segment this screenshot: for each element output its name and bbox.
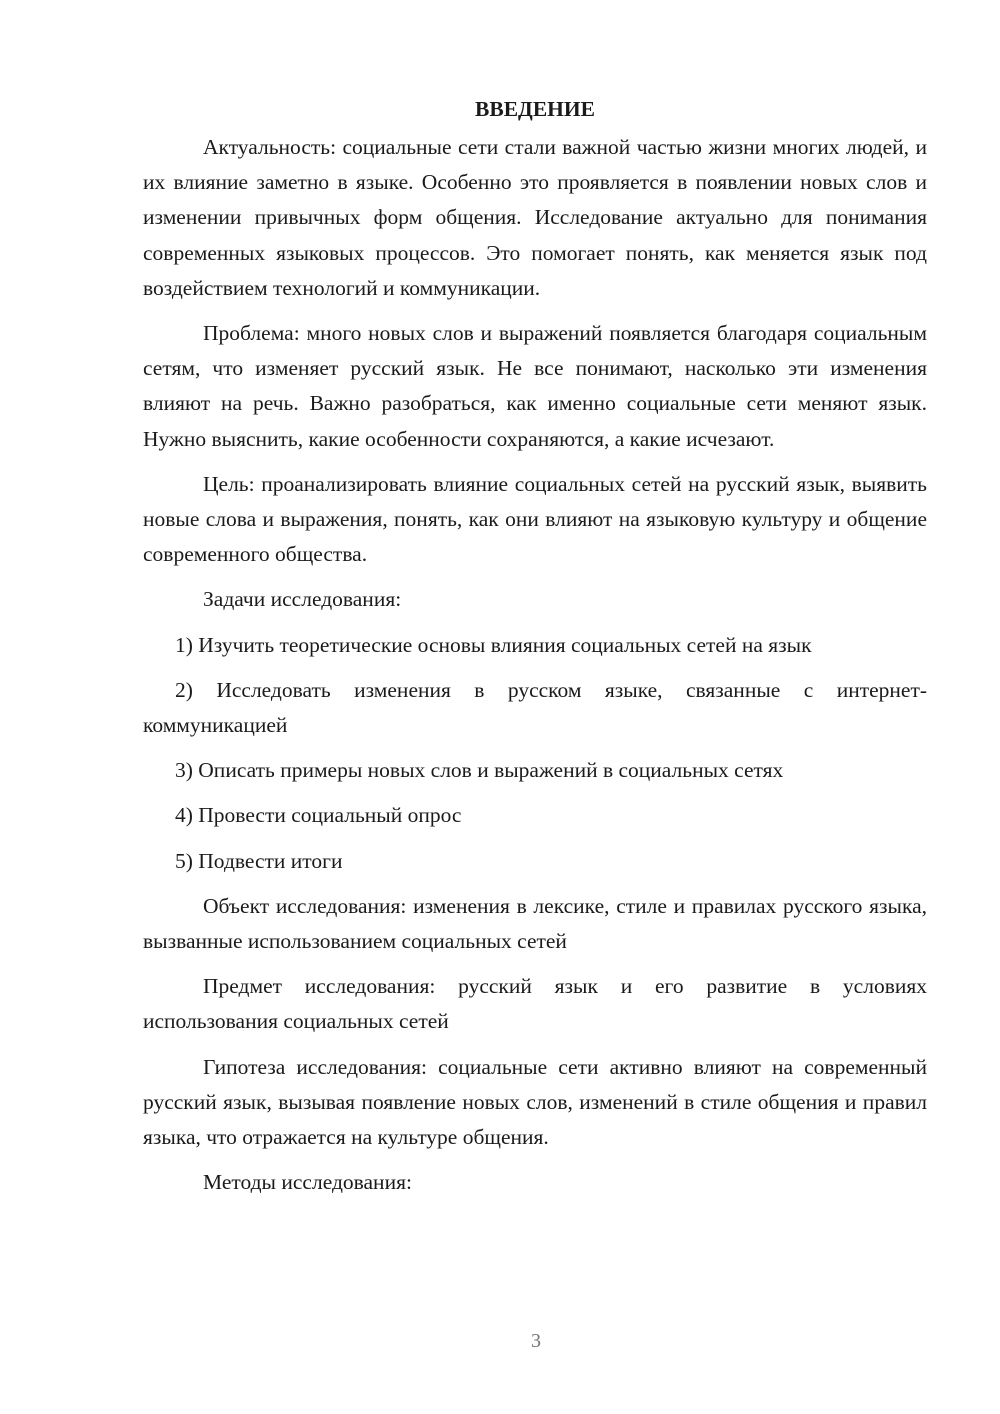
relevance-paragraph: Актуальность: социальные сети стали важной частью жизни многих людей, и их влияние заметно в языке. Особенно это проявляется в появлении новых слов и изменении привычных форм общения. Исследование актуально для понимания современных языковых процессов. Это помогает понять, как меняется язык под воздействием технологий и коммуникации. bbox=[143, 135, 927, 300]
object-paragraph: Объект исследования: изменения в лексике, стиле и правилах русского языка, вызванные использованием социальных сетей bbox=[143, 893, 927, 954]
page-number: 3 bbox=[531, 1330, 541, 1352]
tasks-heading: Задачи исследования: bbox=[203, 587, 402, 612]
task-item: 5) Подвести итоги bbox=[175, 848, 343, 873]
goal-paragraph: Цель: проанализировать влияние социальных сетей на русский язык, выявить новые слова и выражения, понять, как они влияют на языковую культуру и общение современного общества. bbox=[143, 471, 927, 567]
task-item: 3) Описать примеры новых слов и выражений в социальных сетях bbox=[175, 758, 784, 783]
hypothesis-paragraph: Гипотеза исследования: социальные сети активно влияют на современный русский язык, вызывая появление новых слов, изменений в стиле общения и правил языка, что отражается на культуре общения. bbox=[143, 1054, 927, 1150]
subject-paragraph: Предмет исследования: русский язык и его развитие в условиях использования социальных сетей bbox=[143, 974, 927, 1034]
document-page bbox=[143, 92, 927, 1210]
section-title: ВВЕДЕНИЕ bbox=[475, 97, 595, 121]
task-item: 4) Провести социальный опрос bbox=[175, 803, 462, 828]
task-item: 2) Исследовать изменения в русском языке, связанные с интернет-коммуникацией bbox=[143, 677, 927, 738]
task-item: 1) Изучить теоретические основы влияния социальных сетей на язык bbox=[175, 632, 812, 657]
methods-heading: Методы исследования: bbox=[203, 1170, 412, 1195]
problem-paragraph: Проблема: много новых слов и выражений появляется благодаря социальным сетям, что изменяет русский язык. Не все понимают, насколько эти изменения влияют на речь. Важно разобраться, как именно социальные сети меняют язык. Нужно выяснить, какие особенности сохраняются, а какие исчезают. bbox=[143, 321, 927, 451]
